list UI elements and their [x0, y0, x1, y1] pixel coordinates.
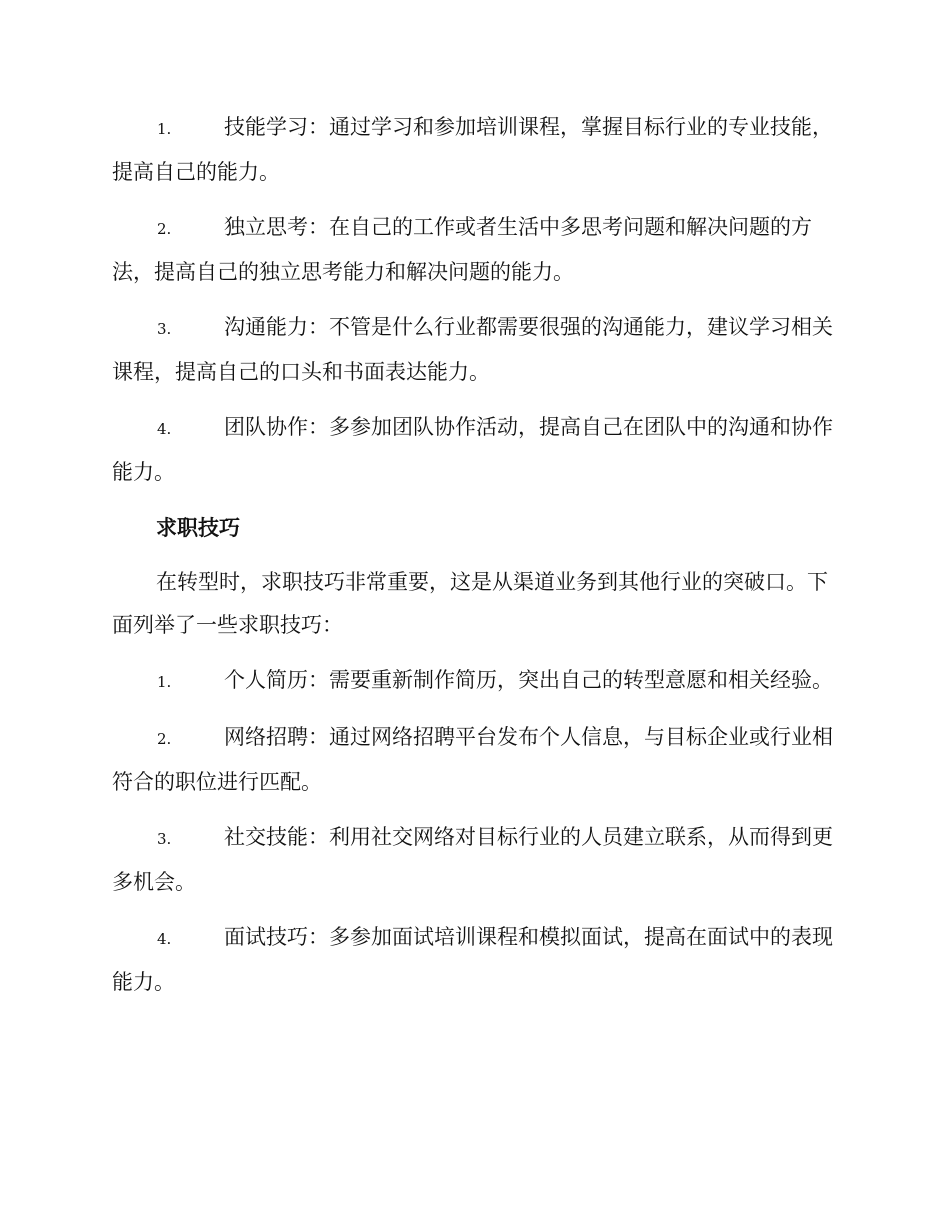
list-item [112, 916, 834, 1004]
list-text: 网络招聘：通过网络招聘平台发布个人信息，与目标企业或行业相符合的职位进行匹配。 [112, 725, 833, 794]
list-number: 4. [157, 420, 172, 438]
list-item [112, 406, 834, 494]
list-text: 技能学习：通过学习和参加培训课程，掌握目标行业的专业技能，提高自己的能力。 [112, 115, 833, 184]
list-text: 面试技巧：多参加面试培训课程和模拟面试，提高在面试中的表现能力。 [112, 925, 833, 994]
list-item [112, 716, 834, 804]
list-text: 社交技能：利用社交网络对目标行业的人员建立联系，从而得到更多机会。 [112, 825, 833, 894]
list-item [112, 106, 834, 194]
list-text: 团队协作：多参加团队协作活动，提高自己在团队中的沟通和协作能力。 [112, 415, 833, 484]
document-body [112, 106, 834, 1016]
list-item [112, 206, 834, 294]
list-text: 个人简历：需要重新制作简历，突出自己的转型意愿和相关经验。 [224, 668, 833, 692]
list-item [112, 816, 834, 904]
list-number: 2. [157, 730, 172, 748]
section-intro: 在转型时，求职技巧非常重要，这是从渠道业务到其他行业的突破口。下面列举了一些求职技巧： [112, 570, 828, 637]
list-number: 4. [157, 930, 172, 948]
list-number: 3. [157, 320, 172, 338]
section-heading: 求职技巧 [156, 515, 240, 540]
list-number: 1. [157, 120, 172, 138]
list-text: 独立思考：在自己的工作或者生活中多思考问题和解决问题的方法，提高自己的独立思考能力和解决问题的能力。 [112, 215, 812, 284]
list-number: 1. [157, 673, 172, 691]
list-item [112, 659, 834, 704]
list-text: 沟通能力：不管是什么行业都需要很强的沟通能力，建议学习相关课程，提高自己的口头和书面表达能力。 [112, 315, 833, 384]
list-number: 2. [157, 220, 172, 238]
list-item [112, 306, 834, 394]
list-number: 3. [157, 830, 172, 848]
